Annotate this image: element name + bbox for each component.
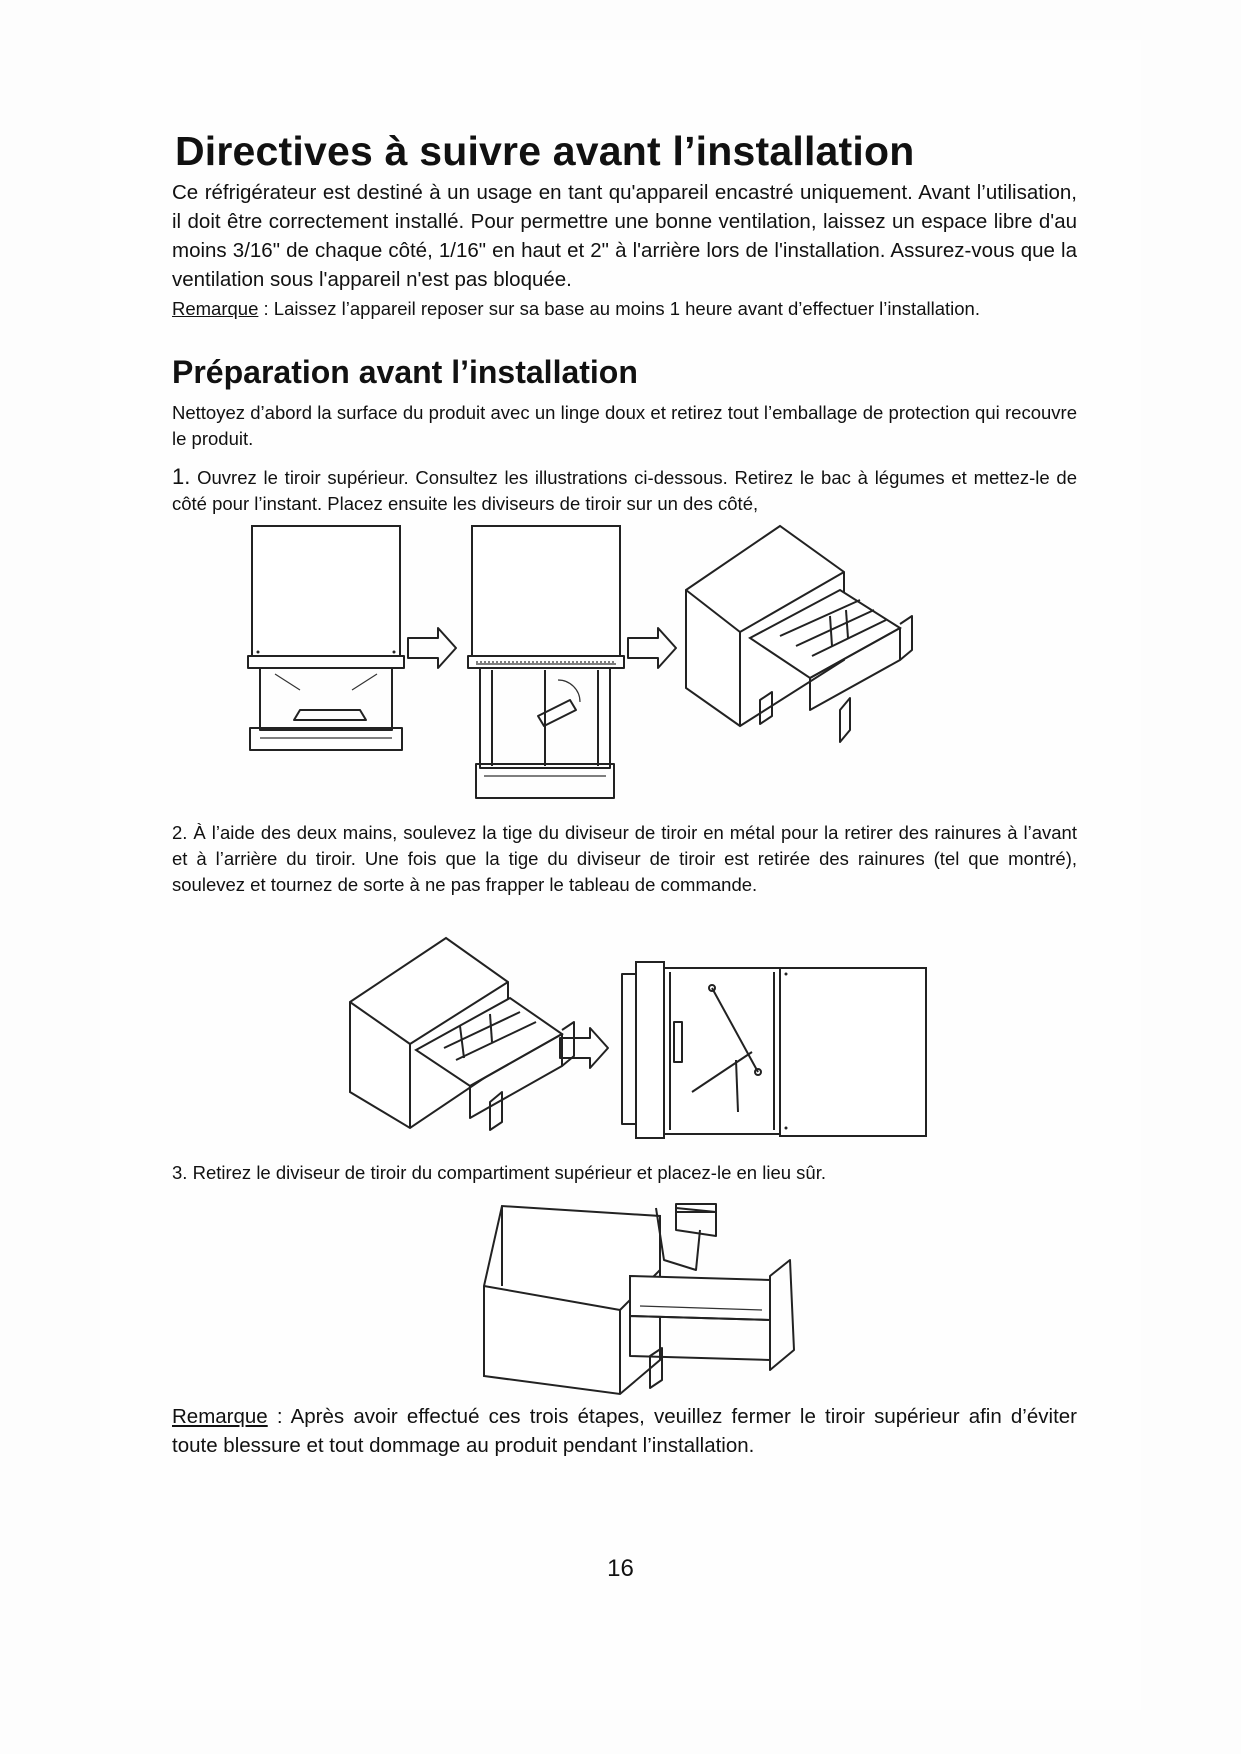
illustration-remove-divider: [484, 1204, 794, 1394]
page-number: 16: [607, 1555, 634, 1582]
step-2-text: À l’aide des deux mains, soulevez la tige du diviseur de tiroir en métal pour la retirer des rainures à l’avant et à l’arrière du tiroir. Une fois que la tige du diviseur de tiroir est retirée des rainures (tel que montré), soulevez et tournez de sorte à ne pas frapper le tableau de commande.: [172, 822, 1077, 895]
closing-note: [172, 1402, 1077, 1460]
page-title: Directives à suivre avant l’installation: [175, 128, 915, 174]
illustration-fridge-perspective: [686, 526, 912, 742]
step-2-number: 2.: [172, 822, 188, 843]
section-title: Préparation avant l’installation: [172, 354, 638, 390]
section-intro: Nettoyez d’abord la surface du produit avec un linge doux et retirez tout l’emballage de protection qui recouvre le produit.: [172, 402, 1077, 449]
step-1-text: Ouvrez le tiroir supérieur. Consultez les illustrations ci-dessous. Retirez le bac à légumes et mettez-le de côté pour l’instant. Placez ensuite les diviseurs de tiroir sur un des côté,: [172, 467, 1077, 514]
closing-note-label: Remarque: [172, 1405, 268, 1428]
step-3-number: 3.: [172, 1162, 188, 1183]
arrow-right-icon-2: [628, 628, 676, 668]
closing-note-text: : Après avoir effectué ces trois étapes, veuillez fermer le tiroir supérieur afin d’éviter toute blessure et tout dommage au produit pendant l’installation.: [172, 1405, 1077, 1457]
intro-paragraph: Ce réfrigérateur est destiné à un usage en tant qu'appareil encastré uniquement. Avant l’utilisation, il doit être correctement installé. Pour permettre une bonne ventilation, laissez un espace libre d'au moins 3/16" de chaque côté, 1/16" en haut et 2" à l'arrière lors de l'installation. Assurez-vous que la ventilation sous l'appareil n'est pas bloquée.: [172, 181, 1077, 291]
note-paragraph: [172, 296, 1077, 322]
step-3-text: Retirez le diviseur de tiroir du compartiment supérieur et placez-le en lieu sûr.: [187, 1162, 826, 1183]
arrow-right-icon: [408, 628, 456, 668]
step-3: [172, 1160, 1077, 1186]
illustration-top-view-drawer: [622, 962, 926, 1138]
step-2: [172, 820, 1077, 898]
step-3-illustration: [480, 1200, 820, 1400]
illustration-fridge-closed-drawer: [248, 526, 404, 750]
note-text: : Laissez l’appareil reposer sur sa base au moins 1 heure avant d’effectuer l’installation.: [258, 298, 980, 319]
note-label: Remarque: [172, 298, 259, 319]
step-1: [172, 464, 1077, 517]
step-1-illustrations: [240, 520, 1000, 810]
step-1-number: 1.: [172, 464, 191, 489]
illustration-lift-divider: [350, 938, 574, 1130]
step-2-illustrations: [340, 932, 940, 1132]
illustration-fridge-open-drawer: [468, 526, 624, 798]
